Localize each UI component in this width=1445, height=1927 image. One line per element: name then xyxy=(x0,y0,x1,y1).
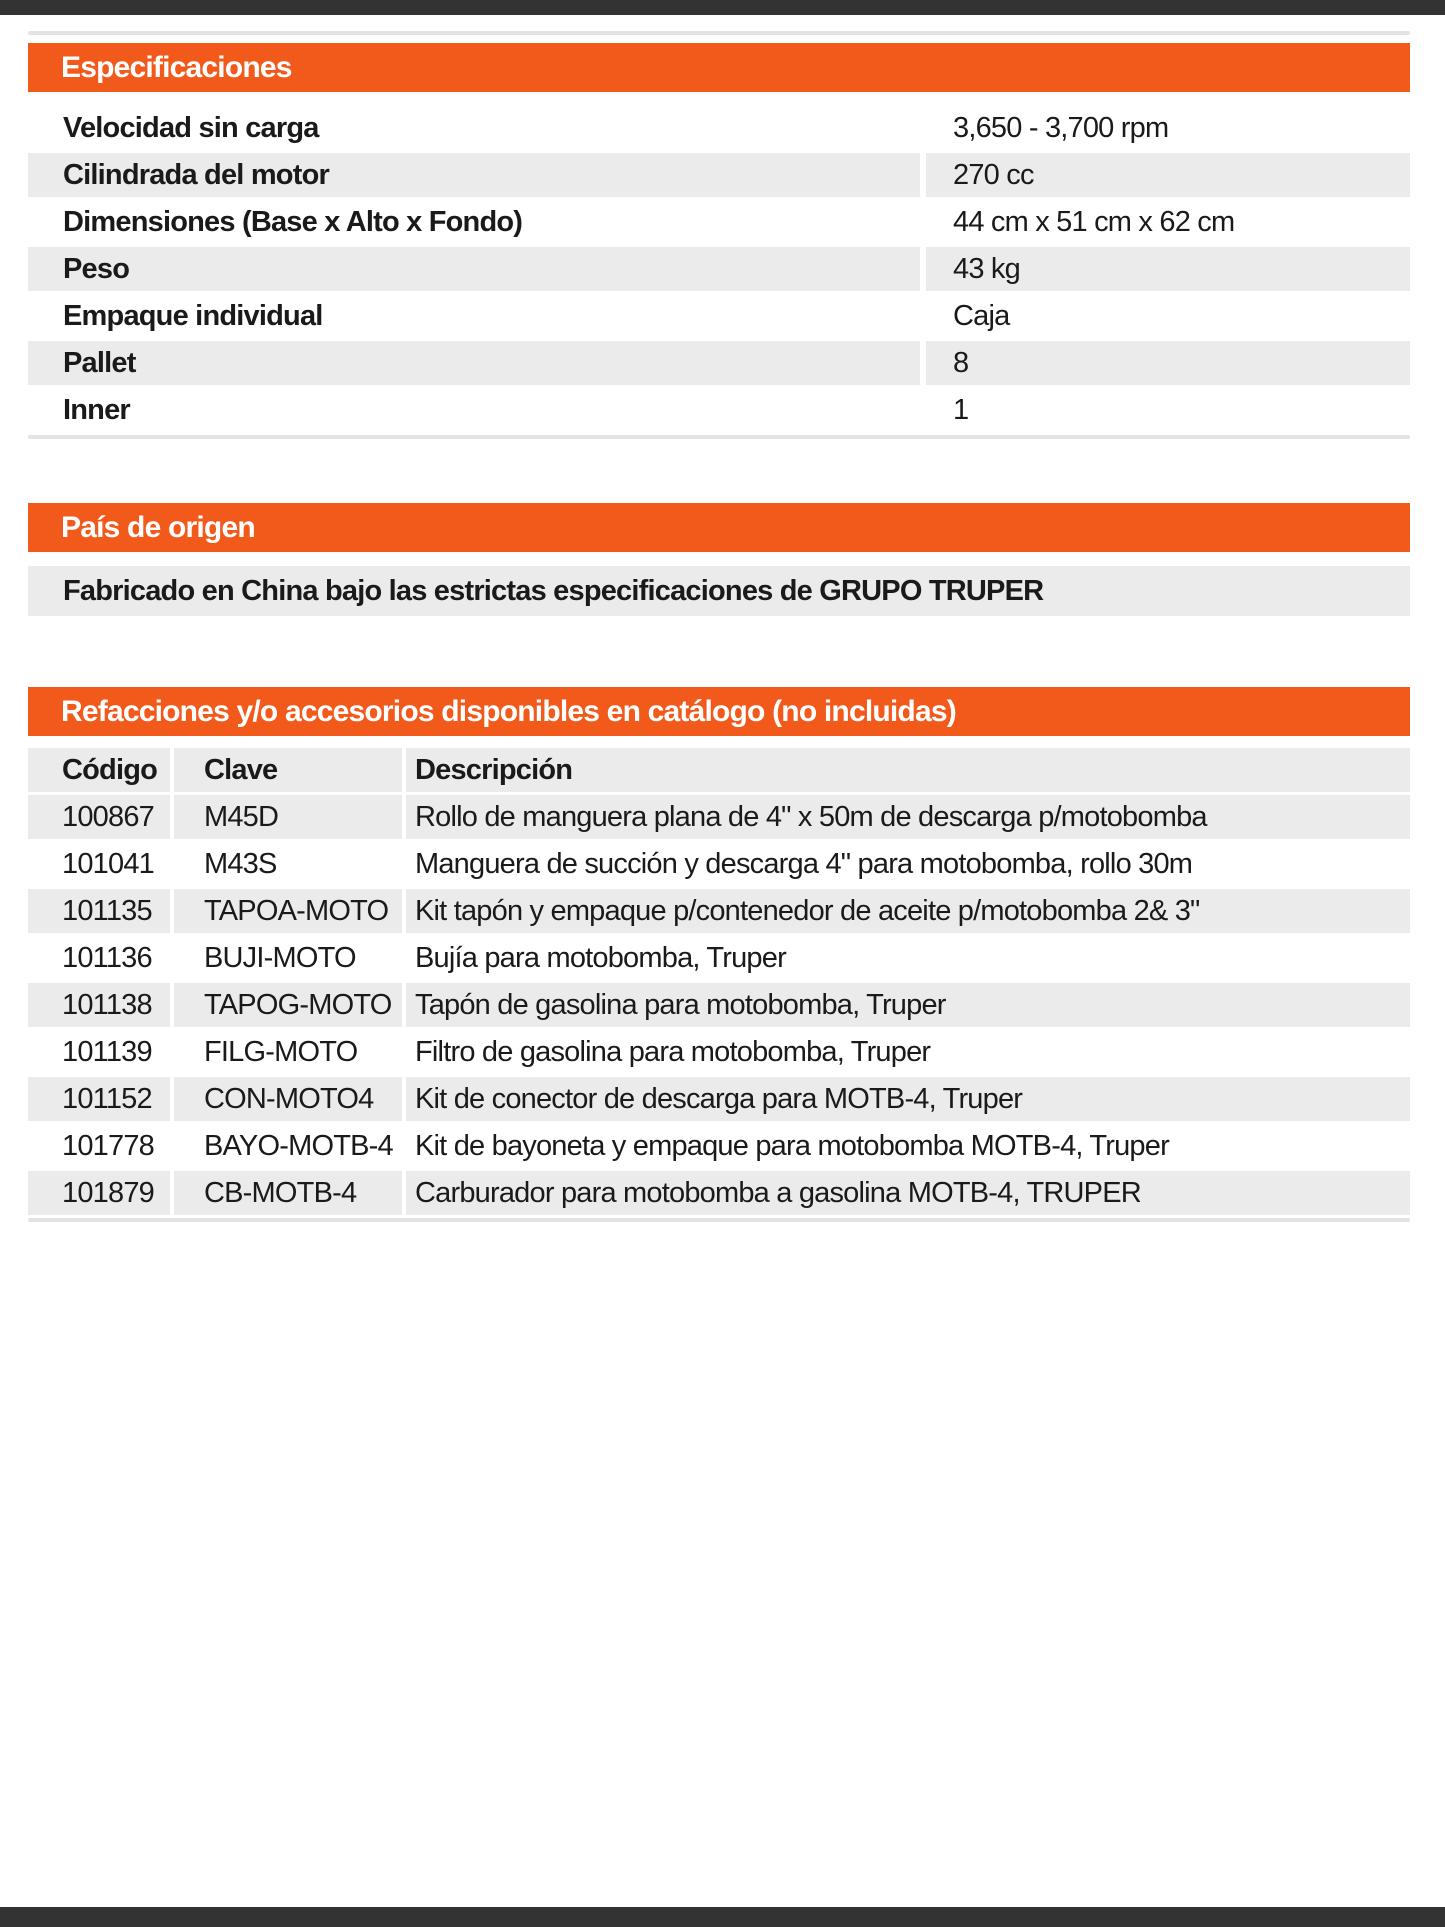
page-content xyxy=(28,31,1410,1222)
spec-value: 270 cc xyxy=(926,153,1410,197)
divider-line xyxy=(28,435,1410,439)
parts-key-cell: BUJI-MOTO xyxy=(174,936,402,980)
origin-statement xyxy=(28,566,1410,616)
parts-key-cell: TAPOA-MOTO xyxy=(174,889,402,933)
parts-description-cell: Tapón de gasolina para motobomba, Truper xyxy=(406,983,1410,1027)
spec-row xyxy=(28,388,1410,432)
parts-description-cell: Bujía para motobomba, Truper xyxy=(406,936,1410,980)
section-header-pais-de-origen xyxy=(28,503,1410,552)
parts-key-cell: CON-MOTO4 xyxy=(174,1077,402,1121)
parts-description-cell: Carburador para motobomba a gasolina MOTB-4, TRUPER xyxy=(406,1171,1410,1215)
parts-row xyxy=(28,936,1410,980)
parts-key-cell: FILG-MOTO xyxy=(174,1030,402,1074)
parts-description-cell: Filtro de gasolina para motobomba, Truper xyxy=(406,1030,1410,1074)
spec-label: Cilindrada del motor xyxy=(28,153,920,197)
spec-value: 1 xyxy=(926,388,1410,432)
parts-key-cell: TAPOG-MOTO xyxy=(174,983,402,1027)
parts-key-cell: CB-MOTB-4 xyxy=(174,1171,402,1215)
parts-row xyxy=(28,889,1410,933)
spec-label: Dimensiones (Base x Alto x Fondo) xyxy=(28,200,920,244)
specifications-table xyxy=(28,106,1410,432)
parts-code-cell: 101136 xyxy=(28,936,170,980)
column-header-clave: Clave xyxy=(174,748,402,792)
spec-row xyxy=(28,341,1410,385)
section-title: Refacciones y/o accesorios disponibles en catálogo (no incluidas) xyxy=(61,694,956,728)
section-header-especificaciones xyxy=(28,43,1410,92)
parts-row xyxy=(28,983,1410,1027)
spec-label: Empaque individual xyxy=(28,294,920,338)
spec-row xyxy=(28,153,1410,197)
parts-description-cell: Kit de bayoneta y empaque para motobomba MOTB-4, Truper xyxy=(406,1124,1410,1168)
spec-row xyxy=(28,106,1410,150)
divider-line xyxy=(28,31,1410,35)
parts-key-cell: BAYO-MOTB-4 xyxy=(174,1124,402,1168)
parts-description-cell: Rollo de manguera plana de 4" x 50m de descarga p/motobomba xyxy=(406,795,1410,839)
parts-code-cell: 101879 xyxy=(28,1171,170,1215)
parts-row xyxy=(28,1077,1410,1121)
parts-code-cell: 101135 xyxy=(28,889,170,933)
parts-table xyxy=(28,748,1410,1215)
spec-label: Inner xyxy=(28,388,920,432)
spec-value: 44 cm x 51 cm x 62 cm xyxy=(926,200,1410,244)
parts-description-cell: Kit de conector de descarga para MOTB-4, Truper xyxy=(406,1077,1410,1121)
parts-row xyxy=(28,1124,1410,1168)
parts-row xyxy=(28,1171,1410,1215)
section-title: País de origen xyxy=(61,510,255,544)
bottom-bar xyxy=(0,1907,1445,1927)
parts-code-cell: 101139 xyxy=(28,1030,170,1074)
parts-key-cell: M45D xyxy=(174,795,402,839)
spec-value: Caja xyxy=(926,294,1410,338)
spec-row xyxy=(28,200,1410,244)
divider-line xyxy=(28,1218,1410,1222)
spec-value: 3,650 - 3,700 rpm xyxy=(926,106,1410,150)
column-header-codigo: Código xyxy=(28,748,170,792)
spec-label: Velocidad sin carga xyxy=(28,106,920,150)
section-header-refacciones xyxy=(28,687,1410,736)
spec-row xyxy=(28,247,1410,291)
spec-label: Pallet xyxy=(28,341,920,385)
parts-key-cell: M43S xyxy=(174,842,402,886)
parts-row xyxy=(28,842,1410,886)
parts-code-cell: 100867 xyxy=(28,795,170,839)
parts-description-cell: Manguera de succión y descarga 4" para motobomba, rollo 30m xyxy=(406,842,1410,886)
section-title: Especificaciones xyxy=(61,50,292,84)
spec-value: 8 xyxy=(926,341,1410,385)
parts-description-cell: Kit tapón y empaque p/contenedor de aceite p/motobomba 2& 3" xyxy=(406,889,1410,933)
spec-value: 43 kg xyxy=(926,247,1410,291)
parts-row xyxy=(28,795,1410,839)
spec-label: Peso xyxy=(28,247,920,291)
origin-text: Fabricado en China bajo las estrictas especificaciones de GRUPO TRUPER xyxy=(63,574,1044,607)
parts-code-cell: 101138 xyxy=(28,983,170,1027)
parts-header-row xyxy=(28,748,1410,792)
parts-code-cell: 101152 xyxy=(28,1077,170,1121)
spec-row xyxy=(28,294,1410,338)
parts-code-cell: 101778 xyxy=(28,1124,170,1168)
parts-row xyxy=(28,1030,1410,1074)
column-header-descripcion: Descripción xyxy=(406,748,1410,792)
parts-code-cell: 101041 xyxy=(28,842,170,886)
top-bar xyxy=(0,0,1445,15)
